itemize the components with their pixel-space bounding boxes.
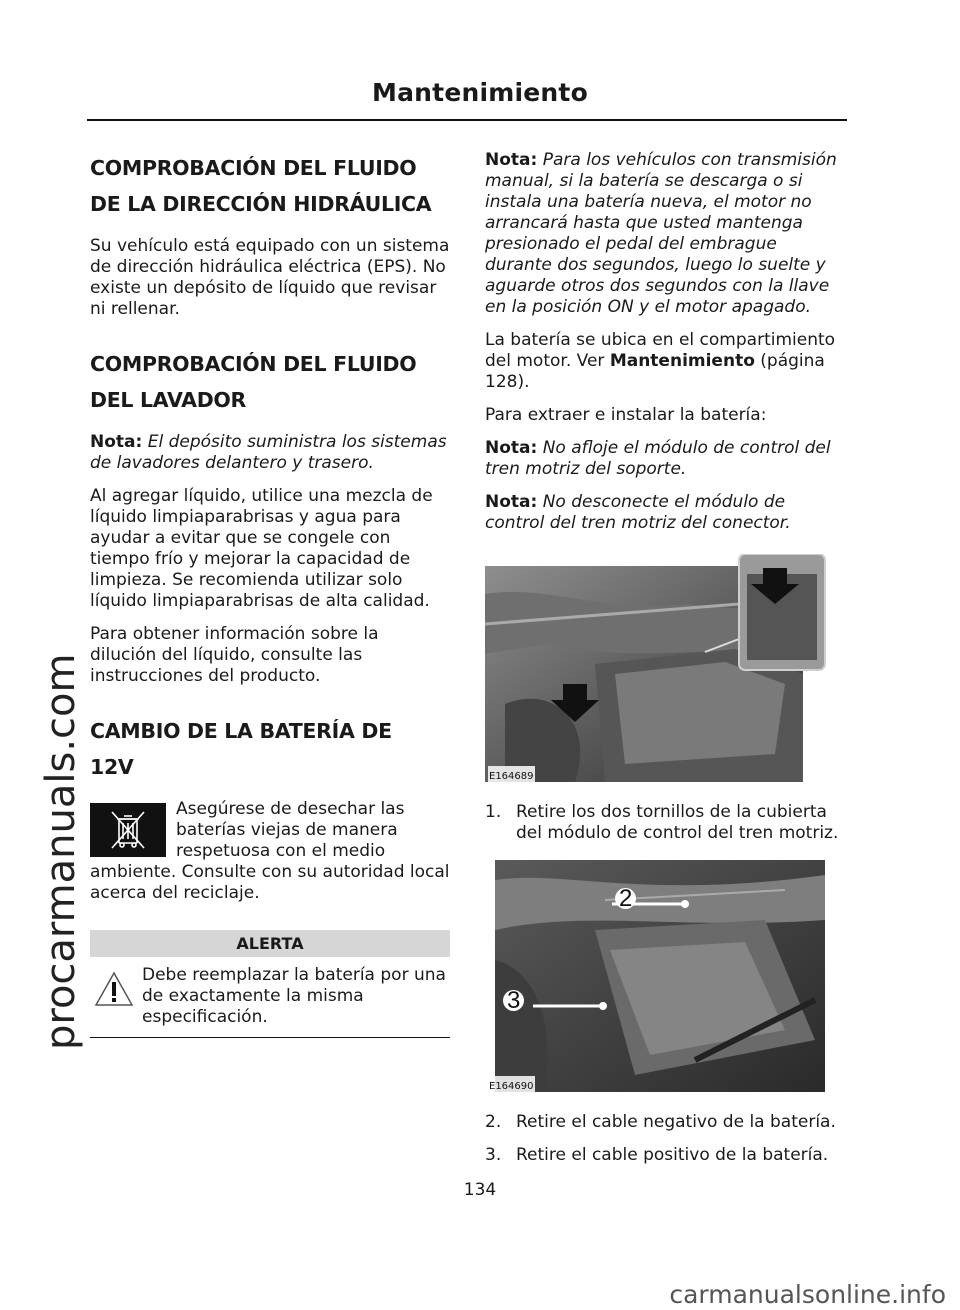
figure-id-label: E164689 bbox=[488, 766, 535, 787]
alert-text: Debe reemplazar la batería por una de exactamente la misma especificación. bbox=[142, 965, 446, 1027]
manual-transmission-note: Nota: Para los vehículos con transmisión manual, si la batería se descarga o si instala una batería nueva, el motor no arrancará hasta que usted mantenga presionado el pedal del embrague durante dos segundos, luego lo suelte y aguarde otros dos segundos con la llave en la posición ON y el motor apagado. bbox=[485, 150, 837, 317]
alert-header: ALERTA bbox=[90, 930, 450, 957]
page-number: 134 bbox=[463, 1180, 497, 1200]
header-rule bbox=[87, 119, 847, 121]
engine-bay-photo bbox=[485, 554, 830, 782]
removal-intro: Para extraer e instalar la batería: bbox=[485, 405, 767, 425]
crossed-bin-icon bbox=[90, 803, 166, 857]
figure-id-label: E164690 bbox=[488, 1076, 535, 1097]
step-item: 3. Retire el cable positivo de la batería. bbox=[485, 1145, 829, 1165]
washer-note: Nota: El depósito suministra los sistemas de lavadores delantero y trasero. bbox=[90, 432, 447, 473]
recycle-text: Asegúrese de desechar las baterías viejas de manera respetuosa con el medio ambiente. Consulte con su autoridad local acerca del reciclaje. bbox=[90, 799, 450, 903]
warning-triangle-icon bbox=[94, 971, 134, 1013]
engine-bay-figure bbox=[485, 554, 845, 788]
section-title-power-steering: COMPROBACIÓN DEL FLUIDO DE LA DIRECCIÓN HIDRÁULICA bbox=[90, 156, 432, 216]
alert-body bbox=[90, 965, 450, 1038]
power-steering-paragraph: Su vehículo está equipado con un sistema de dirección hidráulica eléctrica (EPS). No existe un depósito de líquido que revisar ni rellenar. bbox=[90, 236, 450, 319]
battery-cables-photo bbox=[485, 860, 825, 1092]
maintenance-reference-link[interactable]: Mantenimiento bbox=[609, 351, 755, 371]
bottom-watermark: carmanualsonline.info bbox=[669, 1280, 946, 1309]
recycle-notice bbox=[90, 799, 450, 904]
section-title-washer-fluid: COMPROBACIÓN DEL FLUIDO DEL LAVADOR bbox=[90, 352, 417, 412]
callout-3: 3 bbox=[503, 990, 524, 1011]
pcm-connector-note: Nota: No desconecte el módulo de control del tren motriz del conector. bbox=[485, 492, 791, 533]
side-watermark: procarmanuals.com bbox=[38, 653, 84, 1050]
step-list-2 bbox=[485, 1112, 845, 1166]
washer-paragraph-dilution: Para obtener información sobre la dilución del líquido, consulte las instrucciones del producto. bbox=[90, 624, 379, 686]
left-column bbox=[90, 150, 450, 1038]
callout-2: 2 bbox=[615, 888, 636, 909]
page-header-title: Mantenimiento bbox=[372, 78, 588, 107]
step-list-1 bbox=[485, 802, 845, 844]
pcm-bracket-note: Nota: No afloje el módulo de control del tren motriz del soporte. bbox=[485, 438, 831, 479]
step-item: 1. Retire los dos tornillos de la cubierta del módulo de control del tren motriz. bbox=[485, 802, 839, 843]
step-item: 2. Retire el cable negativo de la batería. bbox=[485, 1112, 836, 1132]
battery-location-paragraph: La batería se ubica en el compartimiento del motor. Ver Mantenimiento (página 128). bbox=[485, 330, 836, 392]
right-column bbox=[485, 150, 845, 1178]
battery-cables-figure bbox=[485, 860, 845, 1098]
section-title-battery-change: CAMBIO DE LA BATERÍA DE 12V bbox=[90, 719, 392, 779]
washer-paragraph-mix: Al agregar líquido, utilice una mezcla de líquido limpiaparabrisas y agua para ayudar a evitar que se congele con tiempo frío y mejorar la capacidad de limpieza. Se recomienda utilizar solo líquido limpiaparabrisas de alta calidad. bbox=[90, 486, 433, 611]
